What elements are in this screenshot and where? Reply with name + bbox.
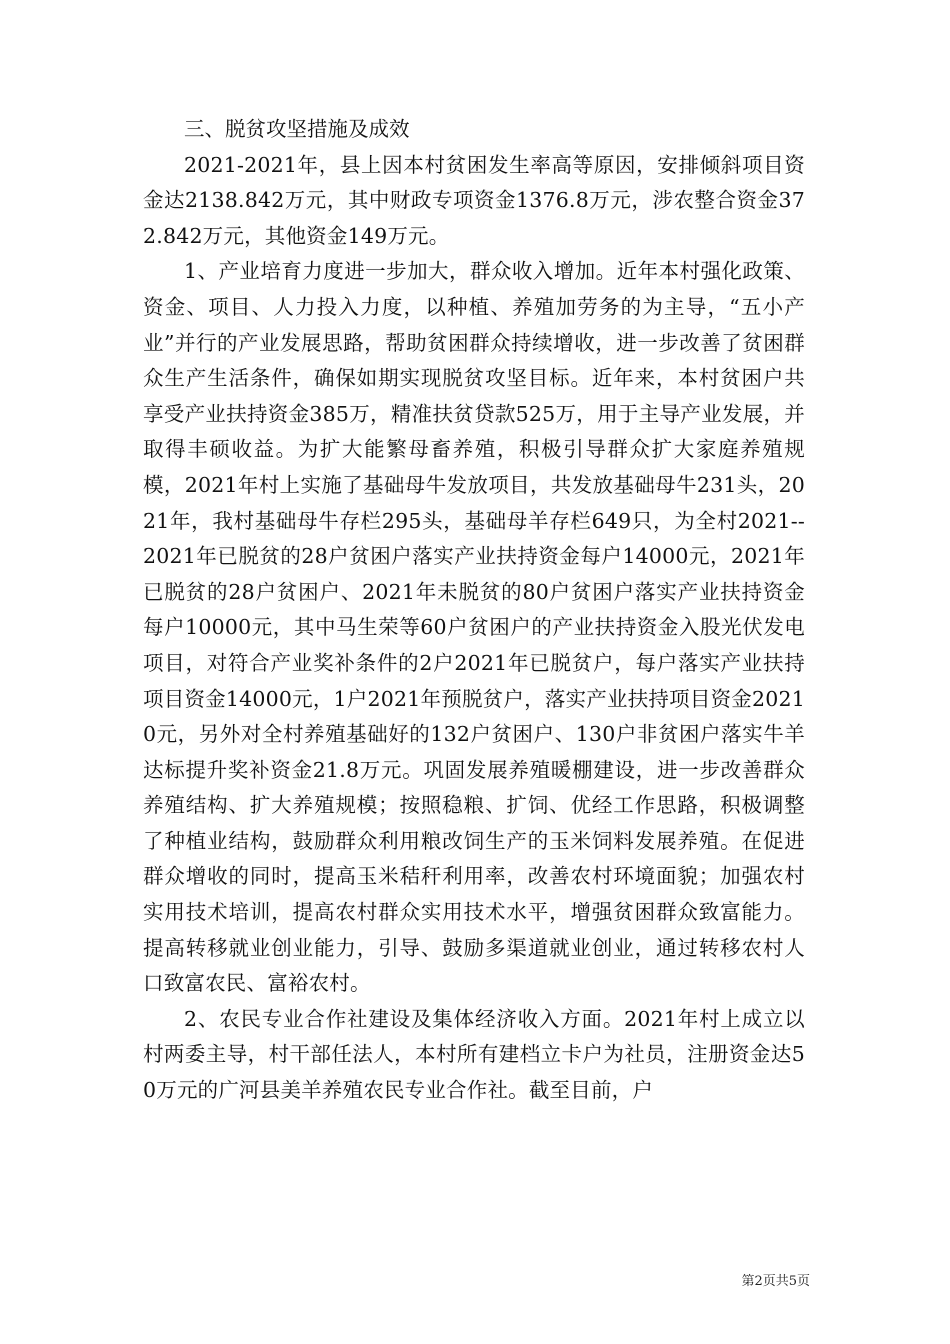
document-body (143, 112, 805, 1109)
section-heading: 三、脱贫攻坚措施及成效 (184, 117, 410, 141)
paragraph-cooperative: 2、农民专业合作社建设及集体经济收入方面。2021年村上成立以村两委主导，村干部任法人，本村所有建档立卡户为社员，注册资金达50万元的广河县美羊养殖农民专业合作社。截至目前，户 (143, 1006, 805, 1103)
paragraph-industry-cultivation: 1、产业培育力度进一步加大，群众收入增加。近年本村强化政策、资金、项目、人力投入力度，以种植、养殖加劳务的为主导，“五小产业”并行的产业发展思路，帮助贫困群众持续增收，进一步改善了贫困群众生产生活条件，确保如期实现脱贫攻坚目标。近年来，本村贫困户共享受产业扶持资金385万，精准扶贫贷款525万，用于主导产业发展，并取得丰硕收益。为扩大能繁母畜养殖，积极引导群众扩大家庭养殖规模，2021年村上实施了基础母牛发放项目，共发放基础母牛231头，2021年，我村基础母牛存栏295头，基础母羊存栏649只，为全村2021--2021年已脱贫的28户贫困户落实产业扶持资金每户14000元，2021年已脱贫的28户贫困户、2021年未脱贫的80户贫困户落实产业扶持资金每户10000元，其中马生荣等60户贫困户的产业扶持资金入股光伏发电项目，对符合产业奖补条件的2户2021年已脱贫户，每户落实产业扶持项目资金14000元，1户2021年预脱贫户，落实产业扶持项目资金20210元，另外对全村养殖基础好的132户贫困户、130户非贫困户落实牛羊达标提升奖补资金21.8万元。巩固发展养殖暖棚建设，进一步改善群众养殖结构、扩大养殖规模；按照稳粮、扩饲、优经工作思路，积极调整了种植业结构，鼓励群众利用粮改饲生产的玉米饲料发展养殖。在促进群众增收的同时，提高玉米秸秆利用率，改善农村环境面貌；加强农村实用技术培训，提高农村群众实用技术水平，增强贫困群众致富能力。提高转移就业创业能力，引导、鼓励多渠道就业创业，通过转移农村人口致富农民、富裕农村。 (143, 259, 805, 996)
page-number: 第2页共5页 (741, 1274, 810, 1289)
paragraph-funding-summary: 2021-2021年，县上因本村贫困发生率高等原因，安排倾斜项目资金达2138.842万元，其中财政专项资金1376.8万元，涉农整合资金372.842万元，其他资金149万元。 (143, 152, 805, 248)
